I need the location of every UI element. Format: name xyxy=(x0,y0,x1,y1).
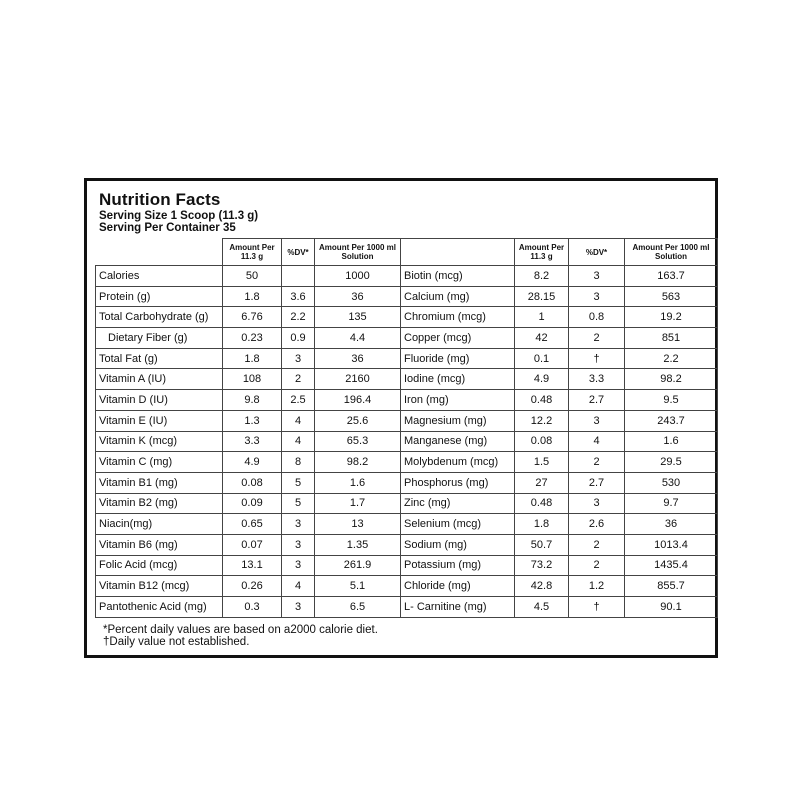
daily-value xyxy=(282,266,315,287)
table-row xyxy=(96,307,718,328)
nutrient-name: Copper (mcg) xyxy=(401,328,515,349)
daily-value: 0.9 xyxy=(282,328,315,349)
amount-per-serving: 0.08 xyxy=(515,431,569,452)
nutrient-name: Vitamin B2 (mg) xyxy=(96,493,223,514)
amount-per-solution: 90.1 xyxy=(625,597,718,618)
nutrient-name: Zinc (mg) xyxy=(401,493,515,514)
amount-per-serving: 4.9 xyxy=(223,452,282,473)
daily-value: 3.6 xyxy=(282,286,315,307)
amount-per-solution: 563 xyxy=(625,286,718,307)
nutrient-name: Fluoride (mg) xyxy=(401,348,515,369)
amount-per-solution: 1.6 xyxy=(625,431,718,452)
amount-per-solution: 98.2 xyxy=(315,452,401,473)
amount-per-serving: 50.7 xyxy=(515,534,569,555)
daily-value: 1.2 xyxy=(569,576,625,597)
table-row xyxy=(96,493,718,514)
amount-per-solution: 1435.4 xyxy=(625,555,718,576)
amount-per-solution: 9.5 xyxy=(625,390,718,411)
amount-per-serving: 6.76 xyxy=(223,307,282,328)
nutrient-name: Vitamin C (mg) xyxy=(96,452,223,473)
nutrition-facts-panel xyxy=(84,178,718,658)
nutrient-name: L- Carnitine (mg) xyxy=(401,597,515,618)
nutrient-name: Vitamin D (IU) xyxy=(96,390,223,411)
header-blank-left xyxy=(96,239,223,266)
nutrient-name: Dietary Fiber (g) xyxy=(96,328,223,349)
amount-per-solution: 5.1 xyxy=(315,576,401,597)
header-amount-per-serving-left: Amount Per 11.3 g xyxy=(223,239,282,266)
nutrient-name: Selenium (mcg) xyxy=(401,514,515,535)
daily-value: 3 xyxy=(282,555,315,576)
amount-per-serving: 3.3 xyxy=(223,431,282,452)
amount-per-serving: 4.5 xyxy=(515,597,569,618)
table-row xyxy=(96,514,718,535)
amount-per-serving: 4.9 xyxy=(515,369,569,390)
daily-value: 3 xyxy=(569,493,625,514)
nutrient-name: Sodium (mg) xyxy=(401,534,515,555)
amount-per-serving: 0.48 xyxy=(515,390,569,411)
amount-per-serving: 0.1 xyxy=(515,348,569,369)
nutrient-name: Vitamin B1 (mg) xyxy=(96,472,223,493)
daily-value: 5 xyxy=(282,472,315,493)
amount-per-solution: 1000 xyxy=(315,266,401,287)
nutrient-name: Vitamin E (IU) xyxy=(96,410,223,431)
amount-per-solution: 855.7 xyxy=(625,576,718,597)
daily-value: 4 xyxy=(282,431,315,452)
table-row xyxy=(96,390,718,411)
nutrient-name: Vitamin B6 (mg) xyxy=(96,534,223,555)
amount-per-serving: 8.2 xyxy=(515,266,569,287)
daily-value: 3 xyxy=(282,597,315,618)
amount-per-solution: 2160 xyxy=(315,369,401,390)
daily-value: 2 xyxy=(569,534,625,555)
table-row xyxy=(96,348,718,369)
daily-value: 3 xyxy=(569,286,625,307)
table-row xyxy=(96,534,718,555)
table-row xyxy=(96,431,718,452)
daily-value: 3 xyxy=(282,534,315,555)
amount-per-solution: 36 xyxy=(315,286,401,307)
daily-value: 3 xyxy=(282,514,315,535)
daily-value: 2.5 xyxy=(282,390,315,411)
daily-value: 4 xyxy=(282,410,315,431)
servings-per-container: Serving Per Container 35 xyxy=(99,222,236,234)
amount-per-solution: 13 xyxy=(315,514,401,535)
amount-per-solution: 1013.4 xyxy=(625,534,718,555)
nutrient-name: Calcium (mg) xyxy=(401,286,515,307)
amount-per-serving: 0.65 xyxy=(223,514,282,535)
amount-per-serving: 1.8 xyxy=(223,348,282,369)
nutrient-name: Niacin(mg) xyxy=(96,514,223,535)
daily-value: 0.8 xyxy=(569,307,625,328)
amount-per-serving: 50 xyxy=(223,266,282,287)
amount-per-serving: 0.23 xyxy=(223,328,282,349)
footnote-daily-values: *Percent daily values are based on a2000 calorie diet. xyxy=(103,624,378,636)
amount-per-solution: 1.7 xyxy=(315,493,401,514)
nutrient-name: Folic Acid (mcg) xyxy=(96,555,223,576)
amount-per-serving: 1.5 xyxy=(515,452,569,473)
nutrient-name: Pantothenic Acid (mg) xyxy=(96,597,223,618)
amount-per-solution: 135 xyxy=(315,307,401,328)
amount-per-solution: 530 xyxy=(625,472,718,493)
nutrient-name: Chromium (mcg) xyxy=(401,307,515,328)
amount-per-solution: 1.6 xyxy=(315,472,401,493)
nutrient-name: Molybdenum (mcg) xyxy=(401,452,515,473)
amount-per-serving: 1.8 xyxy=(515,514,569,535)
amount-per-serving: 12.2 xyxy=(515,410,569,431)
table-row xyxy=(96,576,718,597)
header-amount-per-serving-right: Amount Per 11.3 g xyxy=(515,239,569,266)
daily-value: † xyxy=(569,597,625,618)
nutrient-name: Chloride (mg) xyxy=(401,576,515,597)
label-title: Nutrition Facts xyxy=(99,190,221,209)
amount-per-serving: 13.1 xyxy=(223,555,282,576)
nutrient-name: Calories xyxy=(96,266,223,287)
nutrient-name: Potassium (mg) xyxy=(401,555,515,576)
amount-per-solution: 29.5 xyxy=(625,452,718,473)
amount-per-serving: 42.8 xyxy=(515,576,569,597)
nutrient-name: Iodine (mcg) xyxy=(401,369,515,390)
amount-per-serving: 0.08 xyxy=(223,472,282,493)
header-amount-per-solution-left: Amount Per 1000 ml Solution xyxy=(315,239,401,266)
amount-per-serving: 27 xyxy=(515,472,569,493)
amount-per-solution: 2.2 xyxy=(625,348,718,369)
amount-per-solution: 261.9 xyxy=(315,555,401,576)
amount-per-serving: 0.26 xyxy=(223,576,282,597)
amount-per-solution: 1.35 xyxy=(315,534,401,555)
amount-per-solution: 243.7 xyxy=(625,410,718,431)
table-row xyxy=(96,410,718,431)
amount-per-solution: 851 xyxy=(625,328,718,349)
amount-per-serving: 1 xyxy=(515,307,569,328)
header-dv-right: %DV* xyxy=(569,239,625,266)
amount-per-solution: 9.7 xyxy=(625,493,718,514)
table-row xyxy=(96,555,718,576)
nutrient-table xyxy=(95,238,718,618)
amount-per-serving: 0.07 xyxy=(223,534,282,555)
daily-value: 3.3 xyxy=(569,369,625,390)
daily-value: 3 xyxy=(569,266,625,287)
footnote-dagger: †Daily value not established. xyxy=(103,636,250,648)
nutrient-name: Total Carbohydrate (g) xyxy=(96,307,223,328)
nutrient-name: Vitamin B12 (mcg) xyxy=(96,576,223,597)
daily-value: 2.6 xyxy=(569,514,625,535)
amount-per-solution: 98.2 xyxy=(625,369,718,390)
nutrient-name: Magnesium (mg) xyxy=(401,410,515,431)
amount-per-solution: 163.7 xyxy=(625,266,718,287)
nutrient-name: Vitamin K (mcg) xyxy=(96,431,223,452)
daily-value: 2.2 xyxy=(282,307,315,328)
table-header-row xyxy=(96,239,718,266)
table-row xyxy=(96,369,718,390)
daily-value: 8 xyxy=(282,452,315,473)
nutrient-name: Protein (g) xyxy=(96,286,223,307)
amount-per-serving: 42 xyxy=(515,328,569,349)
amount-per-solution: 25.6 xyxy=(315,410,401,431)
daily-value: 4 xyxy=(569,431,625,452)
nutrient-name: Biotin (mcg) xyxy=(401,266,515,287)
daily-value: 5 xyxy=(282,493,315,514)
nutrient-name: Vitamin A (IU) xyxy=(96,369,223,390)
daily-value: 2 xyxy=(569,555,625,576)
table-row xyxy=(96,328,718,349)
serving-size: Serving Size 1 Scoop (11.3 g) xyxy=(99,210,259,222)
table-row xyxy=(96,452,718,473)
daily-value: † xyxy=(569,348,625,369)
amount-per-solution: 6.5 xyxy=(315,597,401,618)
daily-value: 2.7 xyxy=(569,390,625,411)
amount-per-serving: 73.2 xyxy=(515,555,569,576)
daily-value: 3 xyxy=(282,348,315,369)
table-row xyxy=(96,472,718,493)
nutrient-name: Manganese (mg) xyxy=(401,431,515,452)
table-row xyxy=(96,266,718,287)
amount-per-serving: 1.3 xyxy=(223,410,282,431)
daily-value: 3 xyxy=(569,410,625,431)
header-amount-per-solution-right: Amount Per 1000 ml Solution xyxy=(625,239,718,266)
daily-value: 2 xyxy=(569,452,625,473)
daily-value: 2.7 xyxy=(569,472,625,493)
daily-value: 2 xyxy=(569,328,625,349)
amount-per-solution: 36 xyxy=(625,514,718,535)
nutrient-name: Phosphorus (mg) xyxy=(401,472,515,493)
amount-per-serving: 0.3 xyxy=(223,597,282,618)
amount-per-serving: 1.8 xyxy=(223,286,282,307)
amount-per-serving: 28.15 xyxy=(515,286,569,307)
daily-value: 4 xyxy=(282,576,315,597)
amount-per-solution: 36 xyxy=(315,348,401,369)
amount-per-serving: 9.8 xyxy=(223,390,282,411)
amount-per-serving: 0.09 xyxy=(223,493,282,514)
amount-per-serving: 0.48 xyxy=(515,493,569,514)
nutrient-name: Iron (mg) xyxy=(401,390,515,411)
amount-per-solution: 19.2 xyxy=(625,307,718,328)
amount-per-solution: 196.4 xyxy=(315,390,401,411)
header-dv-left: %DV* xyxy=(282,239,315,266)
amount-per-solution: 4.4 xyxy=(315,328,401,349)
table-row xyxy=(96,286,718,307)
table-row xyxy=(96,597,718,618)
daily-value: 2 xyxy=(282,369,315,390)
header-blank-right xyxy=(401,239,515,266)
nutrient-name: Total Fat (g) xyxy=(96,348,223,369)
amount-per-serving: 108 xyxy=(223,369,282,390)
amount-per-solution: 65.3 xyxy=(315,431,401,452)
